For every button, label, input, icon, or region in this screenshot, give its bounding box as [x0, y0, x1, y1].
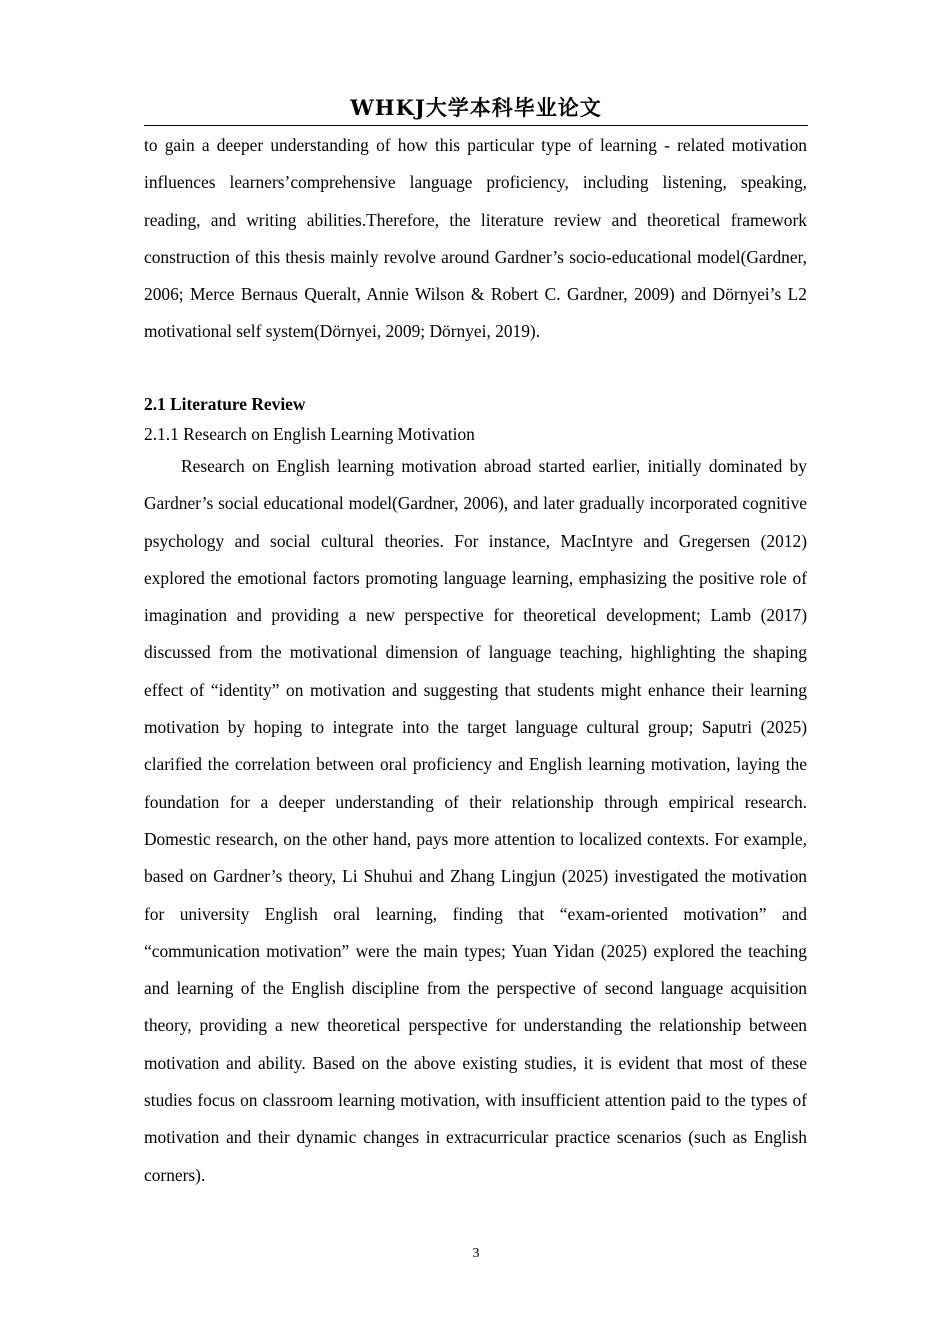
body-paragraph: Research on English learning motivation abroad started earlier, initially dominated by Gardner’s social educational model(Gardner, 2006), and later gradually incorporated cognitive psychology and social cultural theories. For instance, MacIntyre and Gregersen (2012) explored the emotional factors promoting language learning, emphasizing the positive role of imagination and providing a new perspective for theoretical development; Lamb (2017) discussed from the motivational dimension of language teaching, highlighting the shaping effect of “identity” on motivation and suggesting that students might enhance their learning motivation by hoping to integrate into the target language cultural group; Saputri (2025) clarified the correlation between oral proficiency and English learning motivation, laying the foundation for a deeper understanding of their relationship through empirical research. Domestic research, on the other hand, pays more attention to localized contexts. For example, based on Gardner’s theory, Li Shuhui and Zhang Lingjun (2025) investigated the motivation for university English oral learning, finding that “exam-oriented motivation” and “communication motivation” were the main types; Yuan Yidan (2025) explored the teaching and learning of the English discipline from the perspective of second language acquisition theory, providing a new theoretical perspective for understanding the relationship between motivation and ability. Based on the above existing studies, it is evident that most of these studies focus on classroom learning motivation, with insufficient attention paid to the types of motivation and their dynamic changes in extracurricular practice scenarios (such as English corners).: [144, 456, 807, 1185]
continued-paragraph: to gain a deeper understanding of how this particular type of learning - related motivation influences learners’comprehensive language proficiency, including listening, speaking, reading, and writing abilities.Therefore, the literature review and theoretical framework construction of this thesis mainly revolve around Gardner’s socio-educational model(Gardner, 2006; Merce Bernaus Queralt, Annie Wilson & Robert C. Gardner, 2009) and Dörnyei’s L2 motivational self system(Dörnyei, 2009; Dörnyei, 2019).: [144, 135, 807, 342]
running-header: WHKJ大学本科毕业论文: [350, 95, 602, 120]
section-heading: 2.1 Literature Review: [144, 394, 306, 414]
page-number: 3: [472, 1246, 480, 1261]
subsection-heading: 2.1.1 Research on English Learning Motivation: [144, 424, 475, 444]
header-divider: [144, 125, 808, 126]
